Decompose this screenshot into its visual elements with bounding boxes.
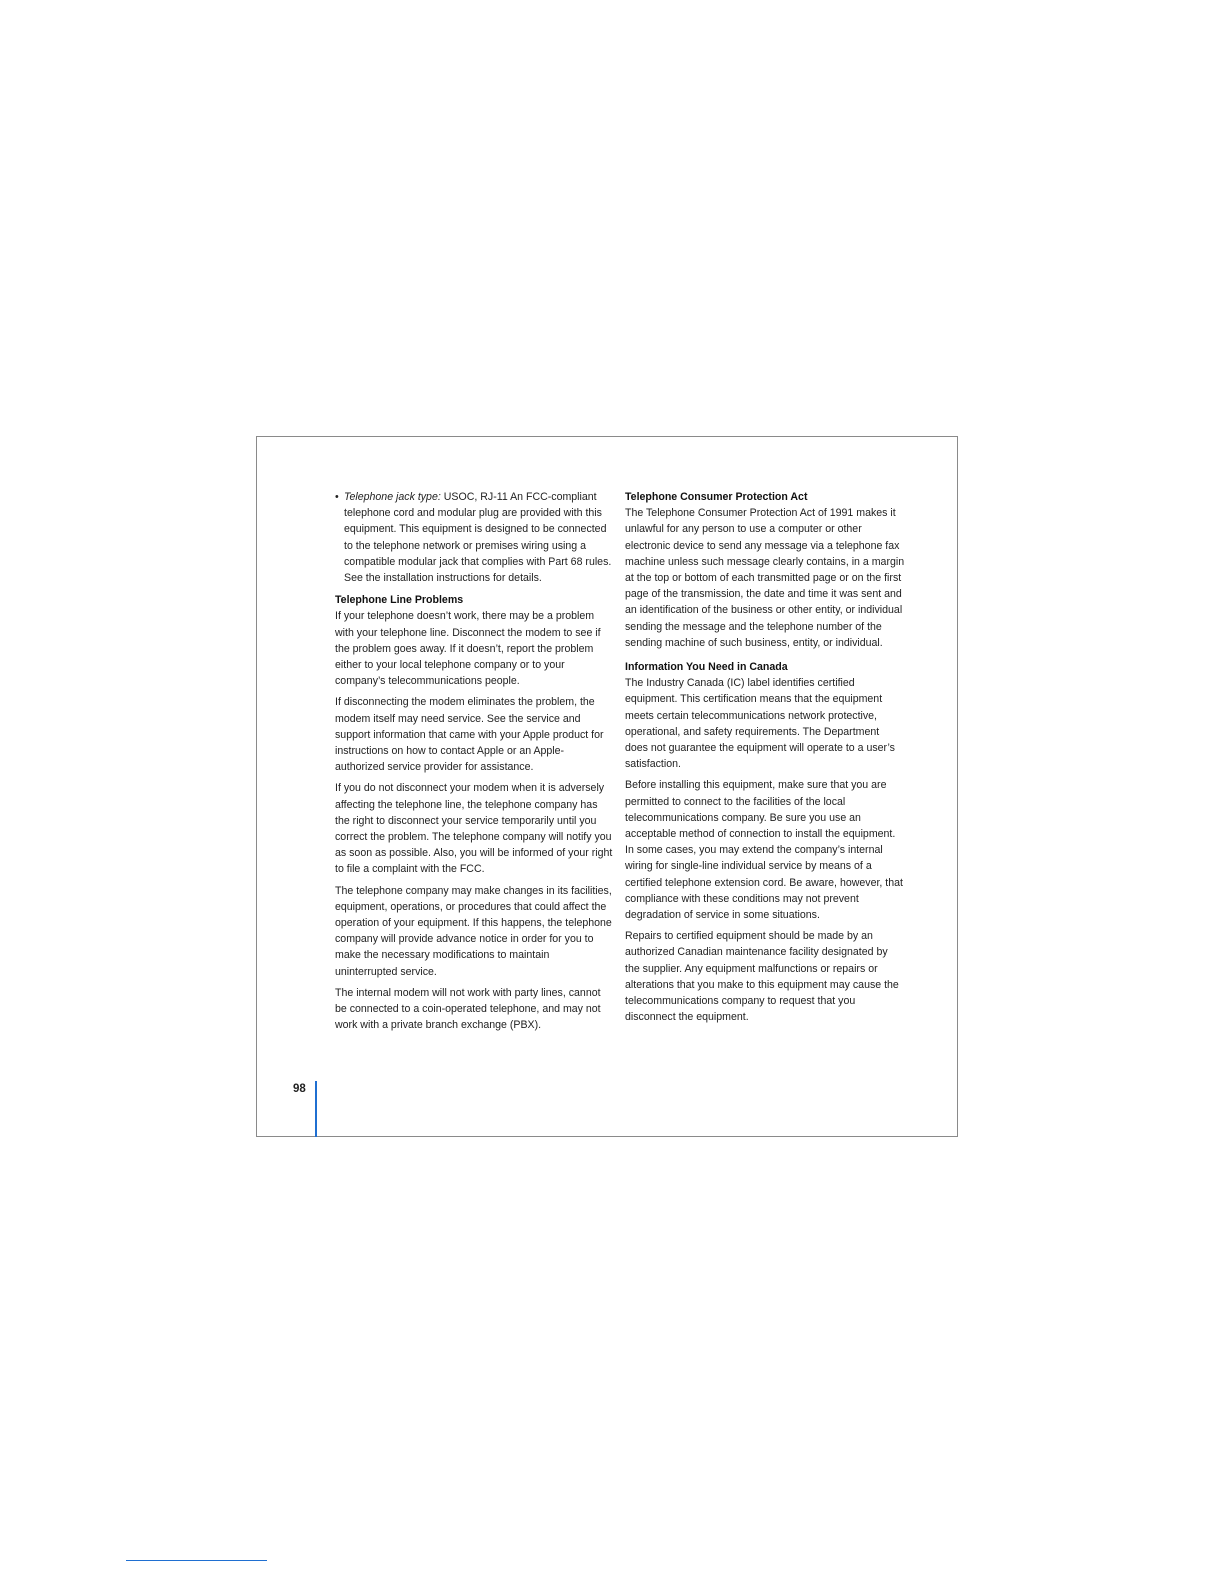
paragraph: The Industry Canada (IC) label identifies certified equipment. This certification means that the equipment meets certain telecommunications network protective, operational, and safety requirements. The Department does not guarantee the equipment will operate to a user’s satisfaction.	[625, 677, 895, 771]
paragraph: If you do not disconnect your modem when it is adversely affecting the telephone line, the telephone company has the right to disconnect your service temporarily until you correct the problem. The telephone company will notify you as soon as possible. Also, you will be informed of your right to file a complaint with the FCC.	[335, 782, 613, 876]
bullet-marker: •	[335, 491, 339, 503]
left-column	[335, 489, 613, 1039]
paragraph: If your telephone doesn’t work, there may be a problem with your telephone line. Disconnect the modem to see if the problem goes away. If it doesn’t, report the problem either to your local telephone company or to your company’s telecommunications people.	[335, 610, 601, 688]
paragraph: The Telephone Consumer Protection Act of 1991 makes it unlawful for any person to use a computer or other electronic device to send any message via a telephone fax machine unless such message clearly contains, in a margin at the top or bottom of each transmitted page or on the first page of the transmission, the date and time it was sent and an identification of the business or other entity, or individual sending the message and the telephone number of the sending machine of such business, entity, or individual.	[625, 507, 905, 649]
heading-information-you-need-in-canada: Information You Need in Canada	[625, 661, 788, 674]
page-number-rule	[315, 1081, 317, 1137]
paragraph: The telephone company may make changes in its facilities, equipment, operations, or procedures that could affect the operation of your equipment. If this happens, the telephone company will provide advance notice in order for you to make the necessary modifications to maintain uninterrupted service.	[335, 884, 612, 978]
paragraph: Before installing this equipment, make sure that you are permitted to connect to the facilities of the local telecommunications company. Be sure you use an acceptable method of connection to install the equipment. In some cases, you may extend the company’s internal wiring for single-line individual service by means of a certified telephone extension cord. Be aware, however, that compliance with these conditions may not prevent degradation of service in some situations.	[625, 779, 903, 922]
bullet-text: USOC, RJ-11 An FCC-compliant telephone cord and modular plug are provided with this equipment. This equipment is designed to be connected to the telephone network or premises wiring using a compatible modular jack that complies with Part 68 rules. See the installation instructions for details.	[344, 491, 612, 585]
heading-telephone-line-problems: Telephone Line Problems	[335, 594, 464, 607]
document-page	[256, 436, 958, 1137]
heading-telephone-consumer-protection-act: Telephone Consumer Protection Act	[625, 491, 808, 503]
bullet-telephone-jack-type	[335, 489, 613, 586]
paragraph: If disconnecting the modem eliminates the problem, the modem itself may need service. See the service and support information that came with your Apple product for instructions on how to contact Apple or an Apple-authorized service provider for assistance.	[335, 696, 604, 774]
paragraph: Repairs to certified equipment should be made by an authorized Canadian maintenance facility designated by the supplier. Any equipment malfunctions or repairs or alterations that you make to this equipment may cause the telecommunications company to request that you disconnect the equipment.	[625, 930, 899, 1024]
right-column	[625, 489, 905, 1031]
paragraph: The internal modem will not work with party lines, cannot be connected to a coin-operated telephone, and may not work with a private branch exchange (PBX).	[335, 986, 601, 1032]
footer-link-underline	[126, 1560, 267, 1561]
page-number: 98	[293, 1083, 306, 1095]
bullet-label: Telephone jack type:	[344, 491, 441, 503]
